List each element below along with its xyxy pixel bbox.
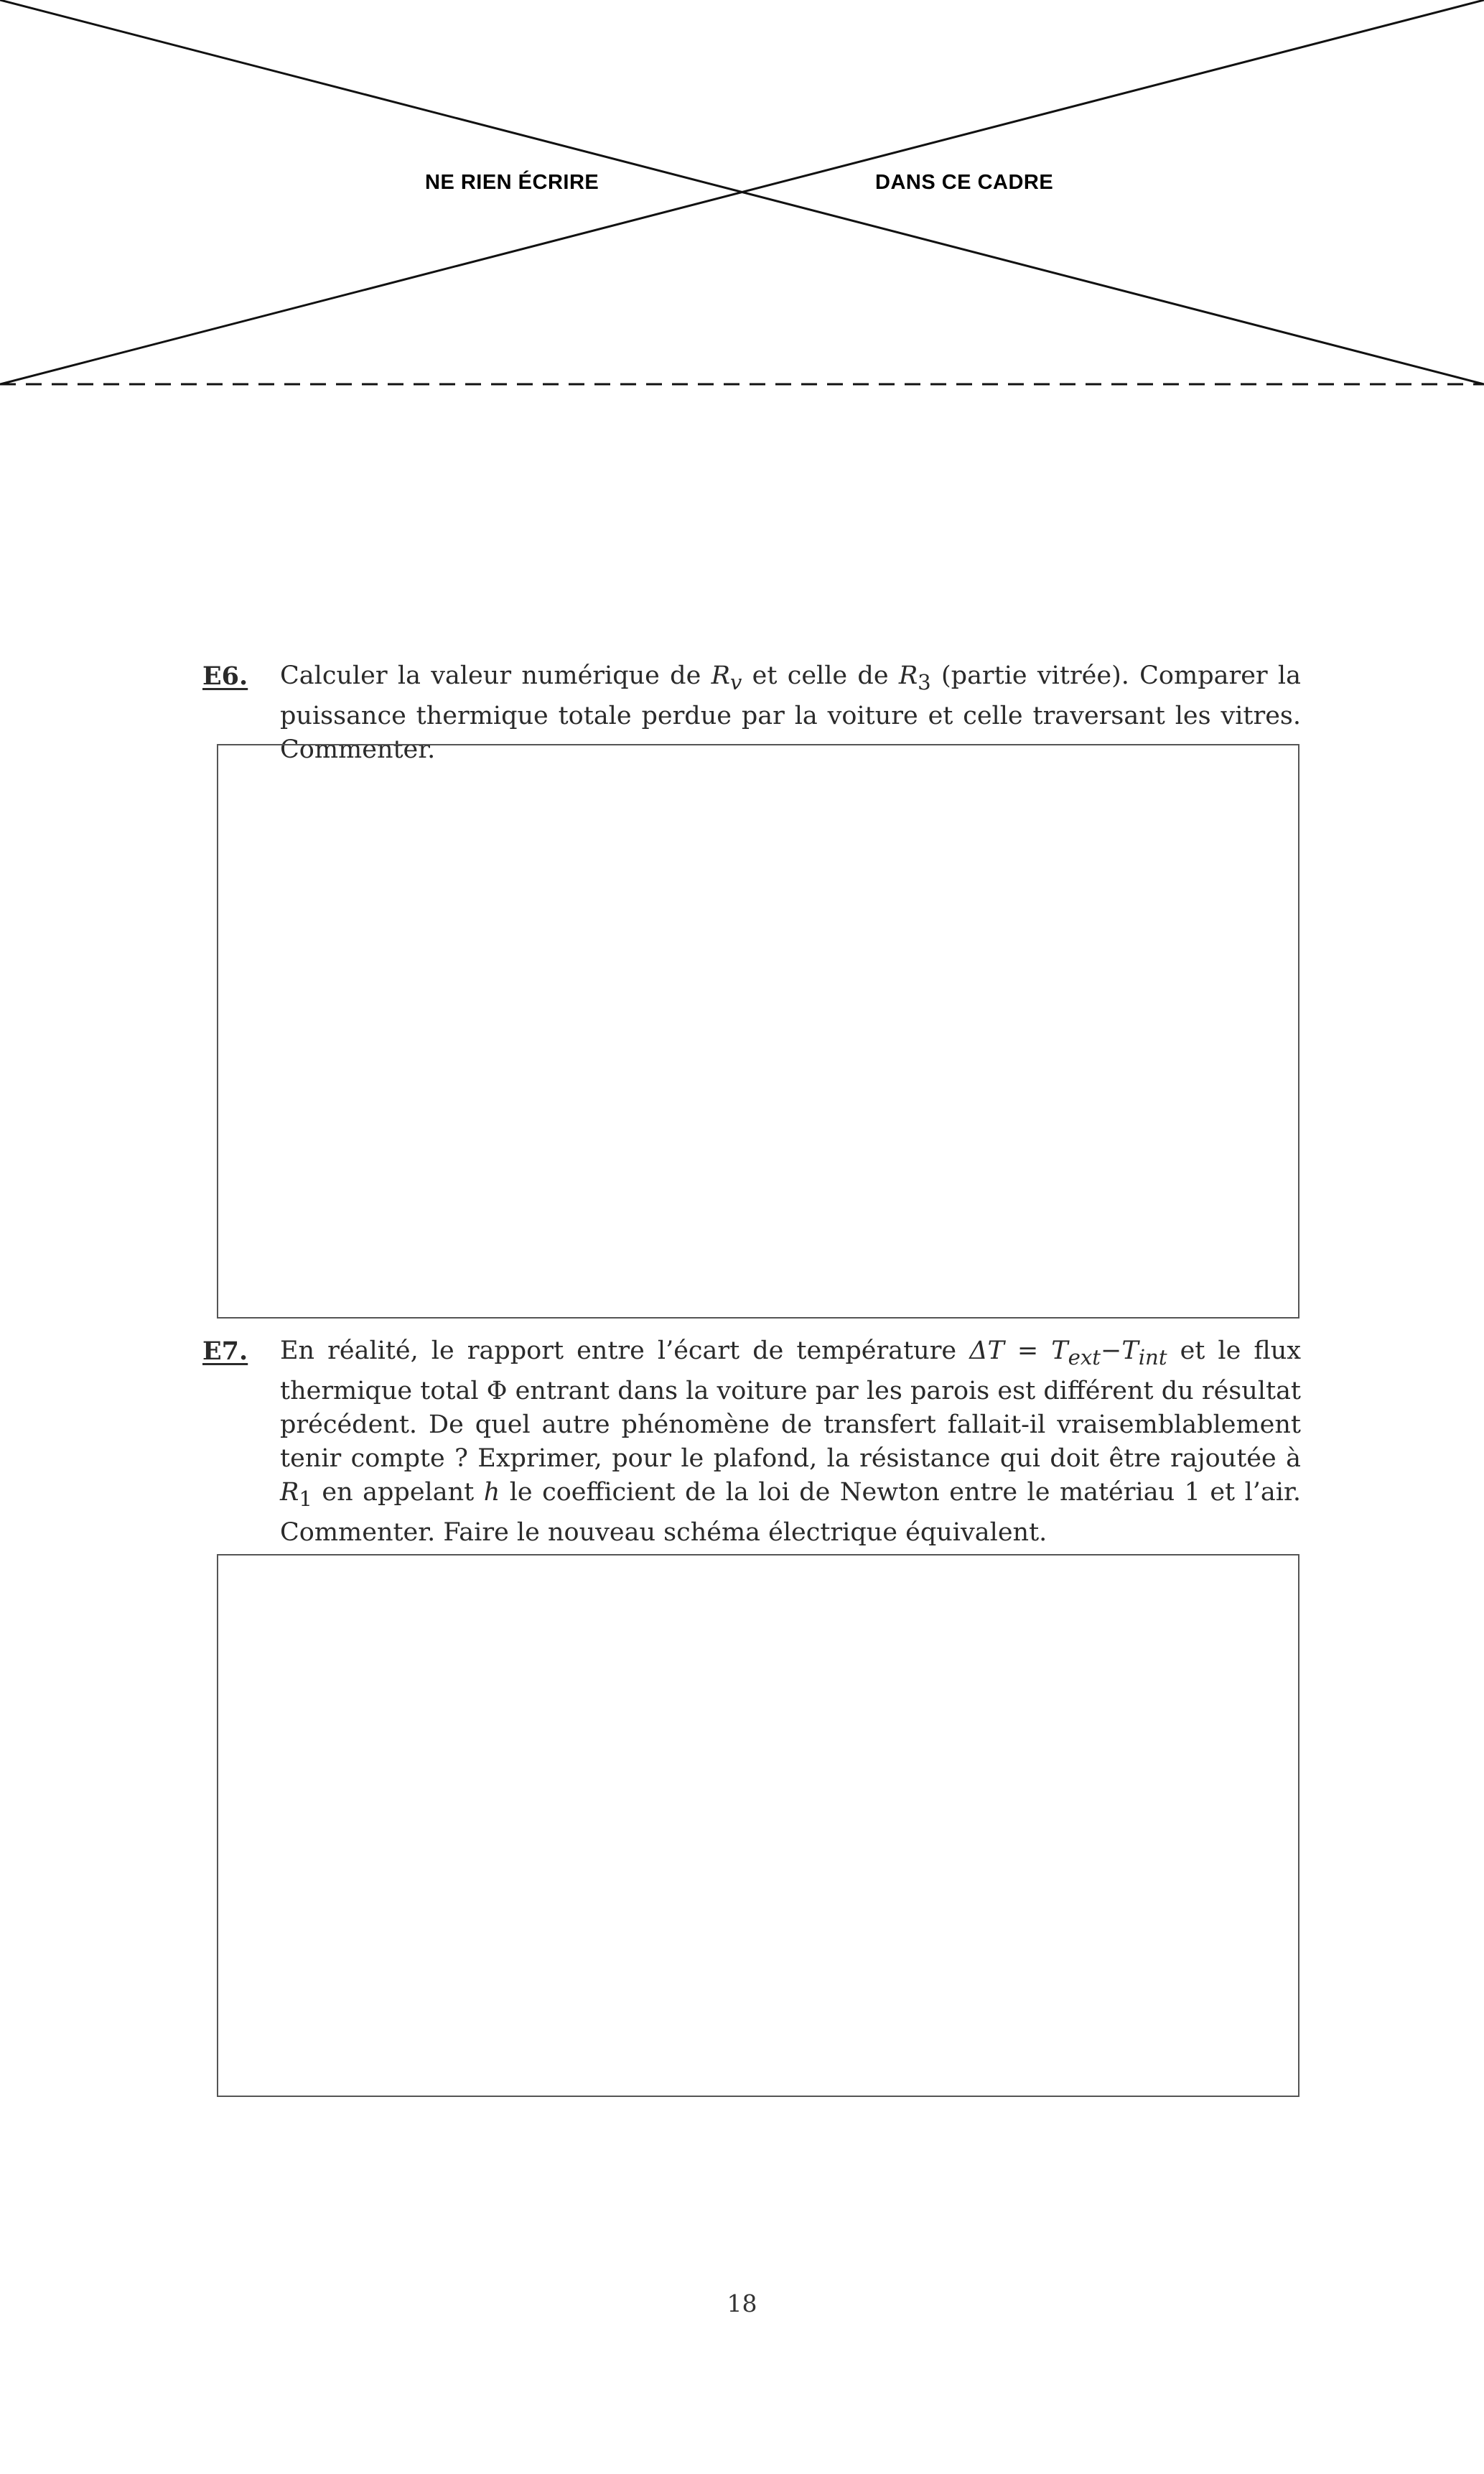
question-label: E7. [202, 1336, 248, 1366]
question-label: E6. [202, 661, 248, 691]
answer-box-e7[interactable] [217, 1554, 1299, 2097]
question-text: Calculer la valeur numérique de $R_v$ et celle de $R_3$ (partie vitrée). Comparer la puissance thermique totale perdue par la voiture et celle traversant les vitres. Commenter. [280, 661, 1301, 764]
header-text-left: NE RIEN ÉCRIRE [425, 171, 599, 194]
page-number: 18 [727, 2289, 757, 2317]
header-text-right: DANS CE CADRE [875, 171, 1054, 194]
do-not-write-frame [0, 0, 1484, 391]
question-e7 [202, 1334, 1301, 1550]
question-text: En réalité, le rapport entre l’écart de température $\Delta T = T_{ext}-T_{int}$ et le flux thermique total Φ entrant dans la voiture par les parois est différent du résultat précédent. De quel autre phénomène de transfert fallait-il vraisemblablement tenir compte ? Exprimer, pour le plafond, la résistance qui doit être rajoutée à $R_1$ en appelant h le coefficient de la loi de Newton entre le matériau 1 et l’air. Commenter. Faire le nouveau schéma électrique équivalent. [280, 1336, 1302, 1547]
answer-box-e6[interactable] [217, 744, 1299, 1319]
